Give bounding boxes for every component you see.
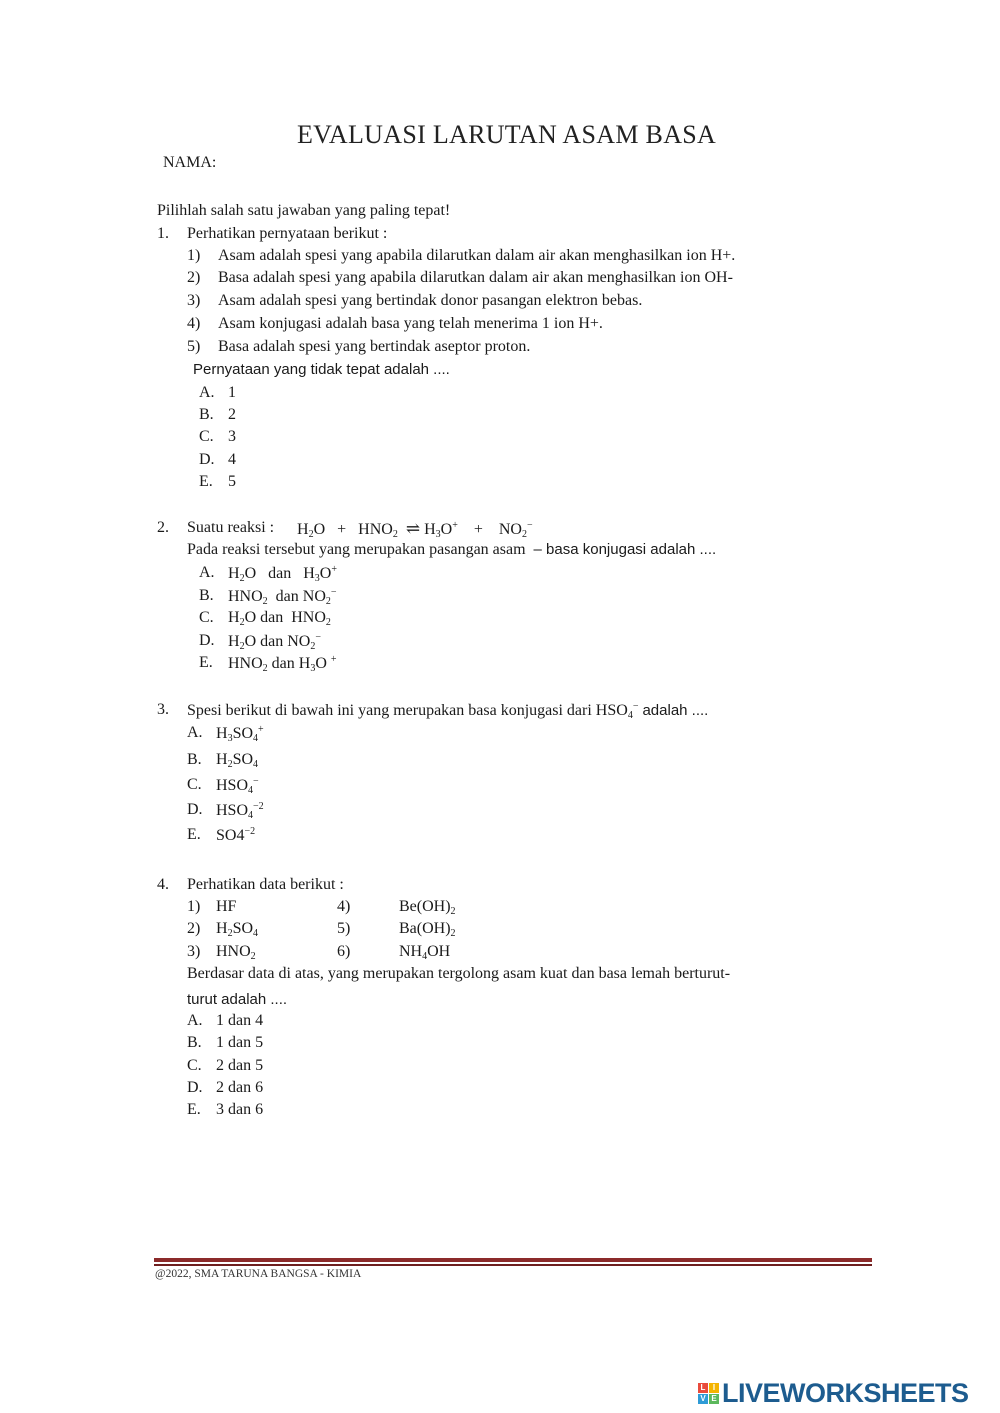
statement-number: 3): [187, 292, 201, 309]
statement-number: 4): [187, 315, 201, 332]
option-text[interactable]: $SO4^{-2}$: [216, 826, 256, 844]
reaction-equation: $H_2O + HNO_2$ ⇌ $H_3O^+$ + $NO_2^-$: [297, 519, 533, 540]
option-text[interactable]: $H_2O$ dan $NO_2^-$: [228, 632, 321, 652]
option-text[interactable]: 3 dan 6: [216, 1101, 264, 1118]
question-stem: Spesi berikut di bawah ini yang merupakan basa konjugasi dari $HSO_4^-$ adalah ....: [187, 701, 709, 721]
statement-text: Basa adalah spesi yang bertindak aseptor proton.: [218, 338, 531, 355]
option-text[interactable]: $HNO_2$ dan $NO_2^-$: [228, 587, 337, 607]
data-number: 2): [187, 920, 201, 937]
brand-name: LIVEWORKSHEETS: [722, 1377, 969, 1408]
statement-number: 1): [187, 247, 201, 264]
option-letter[interactable]: C.: [199, 428, 214, 445]
option-text[interactable]: 2: [228, 406, 236, 423]
data-formula: HF: [216, 898, 237, 915]
page-title: EVALUASI LARUTAN ASAM BASA: [297, 120, 717, 149]
data-number: 3): [187, 943, 201, 960]
data-number: 1): [187, 898, 201, 915]
option-letter[interactable]: B.: [199, 406, 214, 423]
logo-grid-icon: L I V E: [698, 1383, 719, 1404]
option-letter[interactable]: B.: [199, 587, 214, 604]
question-prompt: Pernyataan yang tidak tepat adalah ....: [193, 361, 450, 378]
footer-text: @2022, SMA TARUNA BANGSA - KIMIA: [155, 1268, 362, 1280]
data-formula: $Ba(OH)_2$: [399, 920, 456, 939]
option-text[interactable]: $H_2O$ dan $H_3O^+$: [228, 564, 337, 584]
option-letter[interactable]: E.: [199, 654, 213, 671]
data-formula: $Be(OH)_2$: [399, 898, 456, 917]
option-letter[interactable]: D.: [187, 801, 203, 818]
option-letter[interactable]: A.: [187, 724, 203, 741]
option-letter[interactable]: A.: [199, 384, 215, 401]
statement-number: 5): [187, 338, 201, 355]
option-text[interactable]: 1: [228, 384, 236, 401]
option-text[interactable]: 4: [228, 451, 236, 468]
option-letter[interactable]: C.: [187, 776, 202, 793]
statement-number: 2): [187, 269, 201, 286]
option-letter[interactable]: B.: [187, 751, 202, 768]
statement-text: Asam konjugasi adalah basa yang telah menerima 1 ion H+.: [218, 315, 603, 332]
option-letter[interactable]: E.: [187, 1101, 201, 1118]
option-text[interactable]: 2 dan 5: [216, 1057, 264, 1074]
option-letter[interactable]: A.: [187, 1012, 203, 1029]
question-number: 2.: [157, 519, 169, 536]
option-letter[interactable]: C.: [199, 609, 214, 626]
option-text[interactable]: 2 dan 6: [216, 1079, 264, 1096]
question-number: 4.: [157, 876, 169, 893]
data-number: 6): [337, 943, 351, 960]
option-letter[interactable]: B.: [187, 1034, 202, 1051]
data-number: 4): [337, 898, 351, 915]
data-number: 5): [337, 920, 351, 937]
equilibrium-arrow-icon: ⇌: [405, 519, 421, 538]
option-text[interactable]: 5: [228, 473, 236, 490]
question-stem: Perhatikan pernyataan berikut :: [187, 225, 388, 242]
question-prompt: Berdasar data di atas, yang merupakan tergolong asam kuat dan basa lemah berturut-: [187, 965, 731, 982]
data-formula: $H_2SO_4$: [216, 920, 259, 939]
option-text[interactable]: $HNO_2$ dan $H_3O$ +: [228, 654, 337, 674]
option-text[interactable]: 1 dan 4: [216, 1012, 264, 1029]
footer-divider: [154, 1258, 872, 1262]
option-text[interactable]: $H_2SO_4$: [216, 751, 259, 770]
question-prompt-continued: turut adalah ....: [187, 991, 288, 1008]
footer-divider-thin: [154, 1264, 872, 1266]
option-text[interactable]: $H_2O$ dan $HNO_2$: [228, 609, 331, 628]
name-label: NAMA:: [163, 154, 217, 171]
option-text[interactable]: 3: [228, 428, 236, 445]
option-letter[interactable]: D.: [199, 632, 215, 649]
liveworksheets-logo: [698, 1378, 969, 1408]
data-formula: $HNO_2$: [216, 943, 256, 962]
instruction: Pilihlah salah satu jawaban yang paling tepat!: [157, 202, 451, 219]
option-text[interactable]: $HSO_4^{-2}$: [216, 801, 264, 821]
option-letter[interactable]: D.: [187, 1079, 203, 1096]
option-letter[interactable]: E.: [187, 826, 201, 843]
option-text[interactable]: $H_3SO_4^+$: [216, 724, 264, 744]
option-letter[interactable]: E.: [199, 473, 213, 490]
option-letter[interactable]: C.: [187, 1057, 202, 1074]
option-letter[interactable]: A.: [199, 564, 215, 581]
statement-text: Asam adalah spesi yang apabila dilarutkan dalam air akan menghasilkan ion H+.: [218, 247, 736, 264]
option-text[interactable]: 1 dan 5: [216, 1034, 264, 1051]
data-formula: $NH_4OH$: [399, 943, 451, 962]
question-prompt: Pada reaksi tersebut yang merupakan pasangan asam – basa konjugasi adalah ....: [187, 541, 717, 558]
question-stem: Perhatikan data berikut :: [187, 876, 344, 893]
reaction-label: Suatu reaksi :: [187, 519, 275, 536]
option-letter[interactable]: D.: [199, 451, 215, 468]
option-text[interactable]: $HSO_4^-$: [216, 776, 259, 796]
question-number: 3.: [157, 701, 169, 718]
statement-text: Asam adalah spesi yang bertindak donor pasangan elektron bebas.: [218, 292, 643, 309]
question-number: 1.: [157, 225, 169, 242]
statement-text: Basa adalah spesi yang apabila dilarutkan dalam air akan menghasilkan ion OH-: [218, 269, 733, 286]
